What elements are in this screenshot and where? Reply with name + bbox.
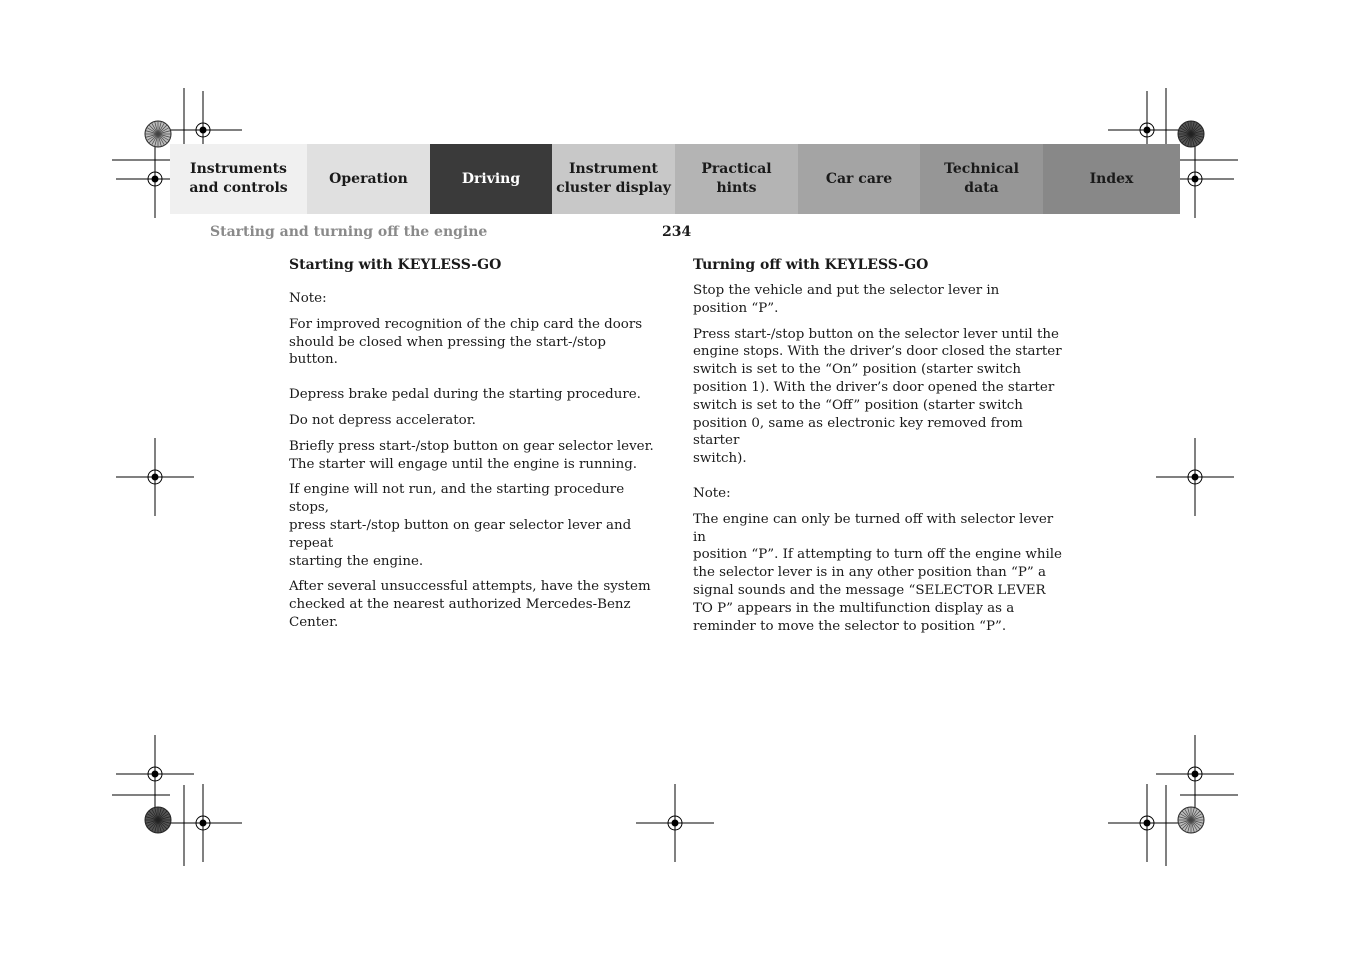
tab-instruments-and-controls[interactable]: Instruments and controls bbox=[170, 144, 307, 214]
registration-mark bbox=[116, 438, 194, 516]
running-head: Starting and turning off the engine bbox=[210, 224, 488, 240]
registration-mark bbox=[164, 784, 242, 862]
section-heading: Starting with KEYLESS-GO bbox=[289, 257, 502, 273]
tab-car-care[interactable]: Car care bbox=[798, 144, 920, 214]
registration-mark bbox=[1156, 438, 1234, 516]
right-column bbox=[693, 256, 1063, 643]
instruction-step: Do not depress accelerator. bbox=[289, 412, 476, 428]
color-disc-mark bbox=[145, 121, 171, 147]
registration-mark bbox=[116, 735, 194, 813]
registration-mark bbox=[636, 784, 714, 862]
section-heading: Turning off with KEYLESS-GO bbox=[693, 257, 929, 273]
note-text: The engine can only be turned off with selector lever in position “P”. If attempting to turn off the engine while the selector lever is in any other position than “P” a signal sounds and the message “SELECTOR LEVER TO P” appears in the multifunction display as a reminder to move the selector to position “P”. bbox=[693, 511, 1062, 634]
tab-operation[interactable]: Operation bbox=[307, 144, 430, 214]
instruction-step: Depress brake pedal during the starting procedure. bbox=[289, 387, 641, 403]
instruction-step: After several unsuccessful attempts, have the system checked at the nearest authorized Mercedes-Benz Center. bbox=[289, 579, 651, 630]
tab-driving[interactable]: Driving bbox=[430, 144, 552, 214]
note-label: Note: bbox=[289, 291, 327, 306]
instruction-step: Briefly press start-/stop button on gear selector lever. The starter will engage until the engine is running. bbox=[289, 438, 654, 472]
registration-mark bbox=[1108, 784, 1186, 862]
color-disc-mark bbox=[145, 807, 171, 833]
registration-mark bbox=[1156, 735, 1234, 813]
paragraph: Press start-/stop button on the selector lever until the engine stops. With the driver’s door closed the starter switch is set to the “On” position (starter switch position 1). With the driver’s door opened the starter switch is set to the “Off” position (starter switch position 0, same as electronic key removed from starter switch). bbox=[693, 326, 1062, 467]
tab-instrument-cluster-display[interactable]: Instrument cluster display bbox=[552, 144, 675, 214]
page-number: 234 bbox=[662, 224, 692, 240]
tab-technical-data[interactable]: Technical data bbox=[920, 144, 1043, 214]
note-text: For improved recognition of the chip card the doors should be closed when pressing the start-/stop button. bbox=[289, 316, 643, 368]
section-tabs bbox=[170, 144, 1180, 214]
paragraph: Stop the vehicle and put the selector lever in position “P”. bbox=[693, 283, 1000, 316]
tab-practical-hints[interactable]: Practical hints bbox=[675, 144, 798, 214]
color-disc-mark bbox=[1178, 807, 1204, 833]
color-disc-mark bbox=[1178, 121, 1204, 147]
left-column bbox=[289, 256, 659, 640]
tab-index[interactable]: Index bbox=[1043, 144, 1180, 214]
instruction-step: If engine will not run, and the starting procedure stops, press start-/stop button on gear selector lever and repeat starting the engine. bbox=[289, 482, 632, 569]
note-label: Note: bbox=[693, 485, 731, 501]
